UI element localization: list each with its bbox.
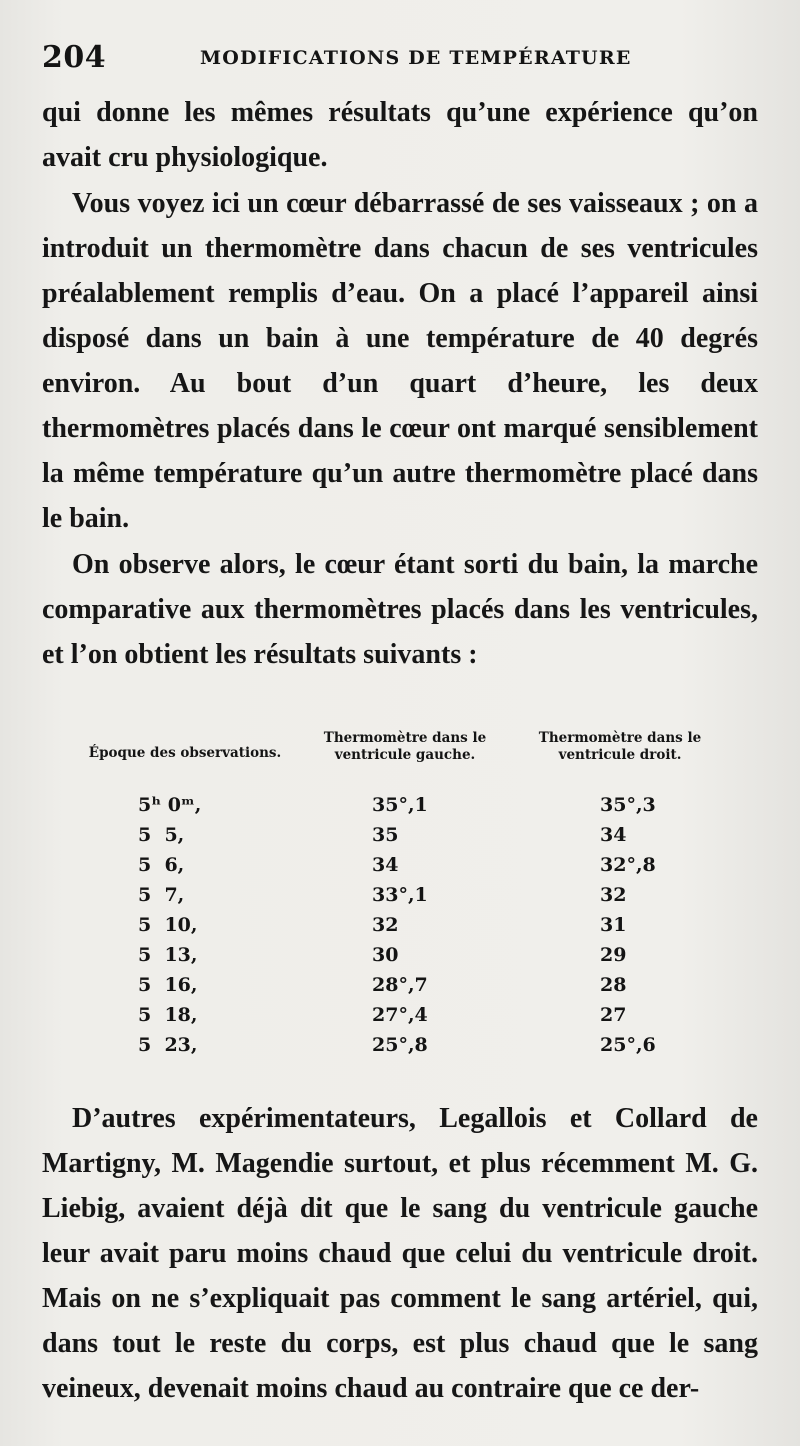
paragraph-heart-experiment: Vous voyez ici un cœur débarrassé de ses vaisseaux ; on a introduit un thermomètre dans chacun de ses ventricules préalablement remplis d’eau. On a placé l’appareil ainsi disposé dans un bain à une température de 40 degrés environ. Au bout d’un quart d’heure, les deux thermomètres placés dans le cœur ont marqué sensiblement la même température qu’un autre thermomètre placé dans le bain. (42, 188, 758, 534)
table-row (80, 970, 720, 1000)
epoch-cell: 5 13, (138, 944, 198, 966)
right-ventricle-cell: 29 (600, 944, 627, 966)
running-head (42, 40, 760, 76)
right-ventricle-cell: 32°,8 (600, 854, 656, 876)
header-right-ventricle: Thermomètre dans le ventricule droit. (538, 730, 702, 763)
header-epoch: Époque des observations. (88, 744, 282, 761)
left-ventricle-cell: 27°,4 (372, 1004, 428, 1026)
table-row (80, 880, 720, 910)
table-row (80, 850, 720, 880)
epoch-cell: 5 5, (138, 824, 185, 846)
left-ventricle-cell: 35 (372, 824, 399, 846)
table-row (80, 820, 720, 850)
left-ventricle-cell: 35°,1 (372, 794, 428, 816)
paragraph-continuation: qui donne les mêmes résultats qu’une expérience qu’on avait cru physiologique. (42, 97, 758, 173)
epoch-cell: 5 16, (138, 974, 198, 996)
table-header-row (80, 712, 720, 790)
left-ventricle-cell: 32 (372, 914, 399, 936)
table-body (80, 790, 720, 1060)
paragraph-other-experimenters: D’autres expérimentateurs, Legallois et Collard de Martigny, M. Magendie surtout, et plus récemment M. G. Liebig, avaient déjà dit que le sang du ventricule gauche leur avait paru moins chaud que celui du ventricule droit. Mais on ne s’expliquait pas comment le sang artériel, qui, dans tout le reste du corps, est plus chaud que le sang veineux, devenait moins chaud au contraire que ce der- (42, 1103, 758, 1404)
epoch-cell: 5 10, (138, 914, 198, 936)
table-row (80, 1030, 720, 1060)
right-ventricle-cell: 31 (600, 914, 627, 936)
epoch-cell: 5 18, (138, 1004, 198, 1026)
page-number: 204 (42, 40, 107, 75)
right-ventricle-cell: 32 (600, 884, 627, 906)
header-left-ventricle: Thermomètre dans le ventricule gauche. (323, 730, 487, 763)
left-ventricle-cell: 33°,1 (372, 884, 428, 906)
epoch-cell: 5 6, (138, 854, 185, 876)
left-ventricle-cell: 25°,8 (372, 1034, 428, 1056)
table-row (80, 910, 720, 940)
table-row (80, 940, 720, 970)
left-ventricle-cell: 30 (372, 944, 399, 966)
epoch-cell: 5ʰ 0ᵐ, (138, 794, 202, 816)
right-ventricle-cell: 35°,3 (600, 794, 656, 816)
right-ventricle-cell: 34 (600, 824, 627, 846)
temperature-table (80, 712, 720, 1060)
epoch-cell: 5 23, (138, 1034, 198, 1056)
epoch-cell: 5 7, (138, 884, 185, 906)
running-title: MODIFICATIONS DE TEMPÉRATURE (200, 47, 632, 69)
table-row (80, 1000, 720, 1030)
paragraph-observation: On observe alors, le cœur étant sorti du bain, la marche comparative aux thermomètres placés dans les ventricules, et l’on obtient les résultats suivants : (42, 549, 758, 670)
right-ventricle-cell: 25°,6 (600, 1034, 656, 1056)
right-ventricle-cell: 27 (600, 1004, 627, 1026)
left-ventricle-cell: 34 (372, 854, 399, 876)
left-ventricle-cell: 28°,7 (372, 974, 428, 996)
right-ventricle-cell: 28 (600, 974, 627, 996)
table-row (80, 790, 720, 820)
